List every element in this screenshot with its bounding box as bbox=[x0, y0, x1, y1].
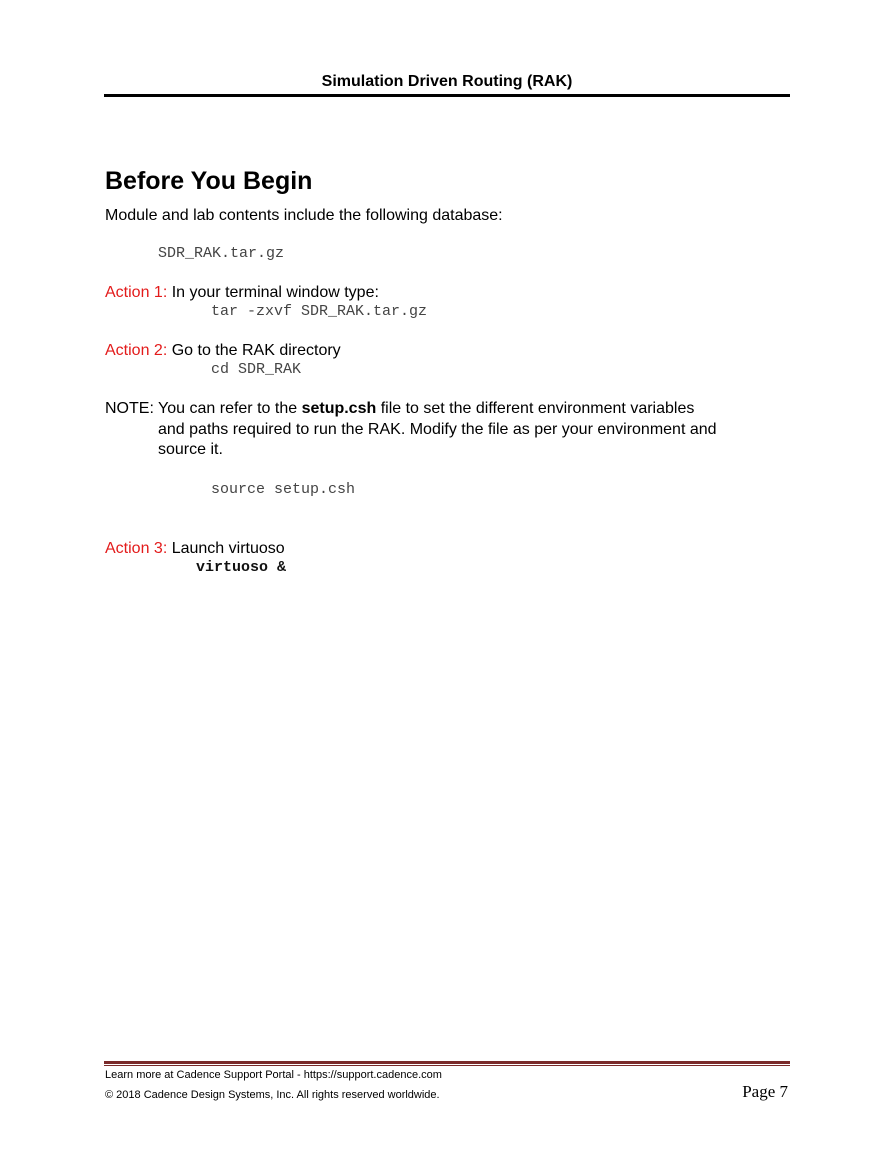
action-2-command: cd SDR_RAK bbox=[211, 361, 302, 378]
note-setup-file: setup.csh bbox=[301, 400, 377, 417]
note-command: source setup.csh bbox=[211, 481, 356, 498]
action-3-command: virtuoso & bbox=[196, 559, 287, 576]
action-3-text: Launch virtuoso bbox=[167, 540, 285, 557]
action-1-text: In your terminal window type: bbox=[167, 284, 379, 301]
action-3-line bbox=[105, 539, 285, 559]
page-header-title: Simulation Driven Routing (RAK) bbox=[321, 73, 573, 90]
action-1-command: tar -zxvf SDR_RAK.tar.gz bbox=[211, 303, 428, 320]
page-number: Page 7 bbox=[742, 1082, 788, 1101]
action-3-label: Action 3: bbox=[105, 540, 168, 557]
note-line-1 bbox=[105, 399, 785, 420]
note-prefix: NOTE: You can refer to the bbox=[105, 400, 302, 417]
database-file-code: SDR_RAK.tar.gz bbox=[158, 245, 285, 262]
intro-text: Module and lab contents include the following database: bbox=[105, 207, 503, 224]
action-2-text: Go to the RAK directory bbox=[167, 342, 341, 359]
note-block bbox=[105, 399, 785, 461]
action-2-line bbox=[105, 341, 341, 361]
footer-portal-text: Learn more at Cadence Support Portal - https://support.cadence.com bbox=[105, 1069, 442, 1081]
section-heading: Before You Begin bbox=[105, 167, 313, 195]
action-1-line bbox=[105, 283, 379, 303]
footer-copyright: © 2018 Cadence Design Systems, Inc. All rights reserved worldwide. bbox=[105, 1089, 440, 1101]
note-line-2: and paths required to run the RAK. Modify the file as per your environment and bbox=[158, 420, 717, 438]
footer-rule-thick bbox=[104, 1061, 790, 1064]
action-1-label: Action 1: bbox=[105, 284, 168, 301]
note-line-3: source it. bbox=[158, 441, 223, 458]
header-rule bbox=[104, 94, 790, 97]
action-2-label: Action 2: bbox=[105, 342, 168, 359]
footer-rule-thin bbox=[104, 1065, 790, 1066]
note-line-1-rest: file to set the different environment variables bbox=[376, 400, 695, 417]
